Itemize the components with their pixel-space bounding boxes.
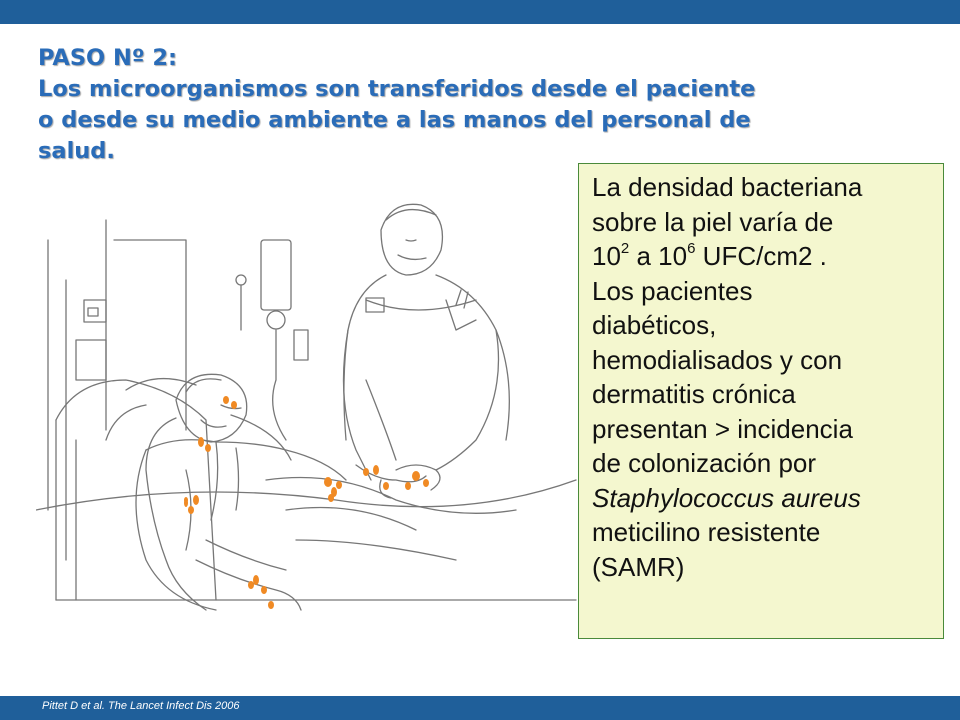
citation: Pittet D et al. The Lancet Infect Dis 2006 [42,700,240,712]
info-line: dermatitis crónica [592,379,796,409]
patient-nurse-illustration [36,180,596,640]
info-line: hemodialisados y con [592,344,843,375]
info-line: diabéticos, [592,310,717,340]
title-line-3: o desde su medio ambiente a las manos del personal de [38,107,751,133]
top-bar [0,0,960,24]
density-base-1: 10 [592,241,621,271]
info-line: Los pacientes [592,275,753,306]
info-line: meticilino resistente [592,517,821,547]
info-line: de colonización por [592,448,817,478]
title-line-2: Los microorganismos son transferidos desde el paciente [38,76,756,102]
title-line-1: PASO Nº 2: [38,45,178,71]
density-mid: a 10 [629,241,688,271]
slide-title [38,43,918,167]
info-line-organism: Staphylococcus aureus [592,482,861,513]
density-exponent-2: 6 [687,240,696,258]
density-unit: UFC/cm2 . [695,241,827,271]
title-line-4: salud. [38,138,115,164]
info-box [578,163,944,639]
density-exponent-1: 2 [620,240,630,258]
info-line: La densidad bacteriana [592,172,863,202]
info-line: presentan > incidencia [592,413,853,444]
info-line-density [592,239,943,274]
info-line: (SAMR) [592,551,685,582]
info-line: sobre la piel varía de [592,206,834,237]
